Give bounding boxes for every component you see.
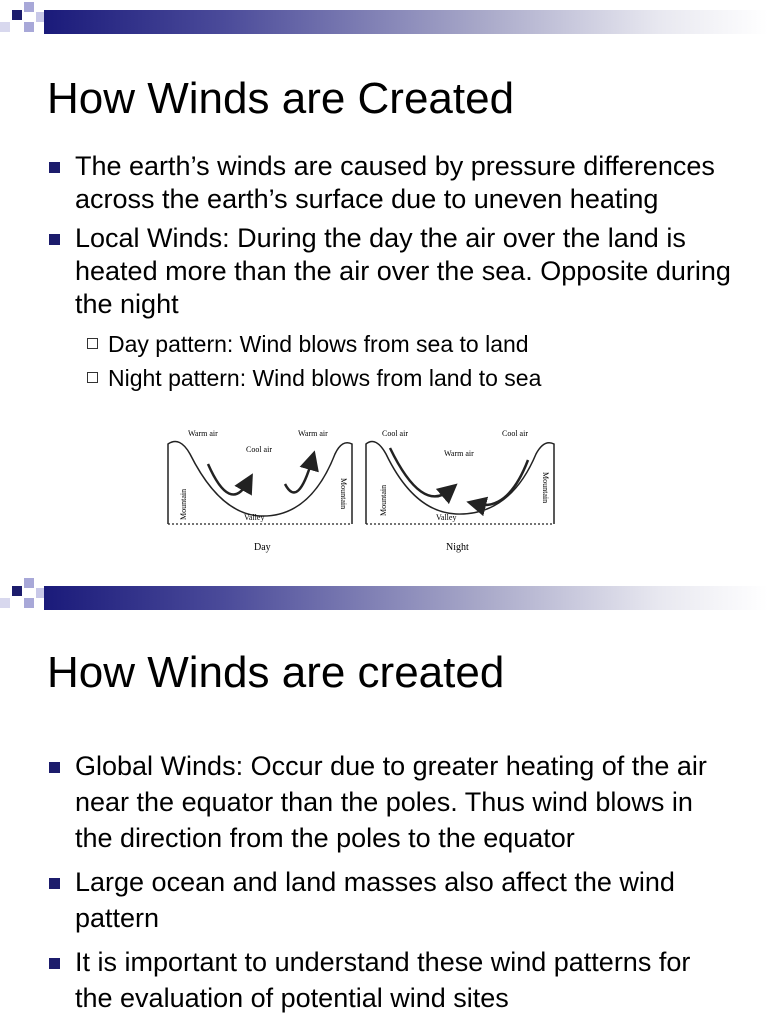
- label-mountain-right: Mountain: [339, 478, 348, 510]
- sub-bullet-text: Night pattern: Wind blows from land to sea: [108, 365, 542, 391]
- slide-header-bar: [0, 0, 768, 40]
- bullet-list: [46, 748, 732, 1024]
- bullet-text: Local Winds: During the day the air over the land is heated more than the air over the sea. Opposite during the night: [75, 223, 731, 319]
- square-bullet-icon: [49, 162, 60, 173]
- bullet-item: [46, 150, 732, 216]
- bullet-item: [46, 748, 732, 856]
- bullet-text: Global Winds: Occur due to greater heating of the air near the equator than the poles. Thus wind blows in the direction from the poles to the equator: [75, 751, 707, 853]
- wind-pattern-diagram: [160, 424, 560, 560]
- header-gradient-bar: [44, 10, 768, 34]
- bullet-text: It is important to understand these wind patterns for the evaluation of potential wind sites: [75, 947, 691, 1013]
- square-bullet-icon: [49, 234, 60, 245]
- bullet-list: [46, 150, 732, 395]
- square-bullet-icon: [49, 958, 60, 969]
- label-cool-air-right: Cool air: [502, 429, 528, 438]
- bullet-text: The earth’s winds are caused by pressure differences across the earth’s surface due to uneven heating: [75, 151, 715, 214]
- label-warm-air-right: Warm air: [298, 429, 328, 438]
- slide-title: How Winds are Created: [47, 74, 515, 123]
- square-bullet-icon: [49, 762, 60, 773]
- label-valley: Valley: [436, 513, 457, 522]
- slide-2: [0, 576, 768, 1024]
- square-bullet-icon: [49, 878, 60, 889]
- hollow-square-bullet-icon: [87, 372, 98, 383]
- label-warm-air: Warm air: [188, 429, 218, 438]
- label-mountain-right: Mountain: [541, 472, 550, 504]
- bullet-item: [46, 222, 732, 321]
- night-panel: [366, 429, 554, 553]
- sub-bullet-item: [46, 327, 732, 361]
- bullet-text: Large ocean and land masses also affect the wind pattern: [75, 867, 675, 933]
- sub-bullet-item: [46, 361, 732, 395]
- bullet-item: [46, 864, 732, 936]
- header-gradient-bar: [44, 586, 768, 610]
- label-mountain-left: Mountain: [379, 484, 388, 516]
- caption-day: Day: [254, 542, 271, 553]
- label-cool-air-left: Cool air: [382, 429, 408, 438]
- day-panel: [168, 429, 352, 553]
- caption-night: Night: [446, 542, 469, 553]
- sub-bullet-text: Day pattern: Wind blows from sea to land: [108, 331, 529, 357]
- bullet-item: [46, 944, 732, 1016]
- label-cool-air: Cool air: [246, 445, 272, 454]
- label-warm-air: Warm air: [444, 449, 474, 458]
- label-mountain-left: Mountain: [179, 488, 188, 520]
- slide-title: How Winds are created: [47, 648, 505, 697]
- hollow-square-bullet-icon: [87, 338, 98, 349]
- label-valley: Valley: [244, 513, 265, 522]
- slide-header-bar: [0, 576, 768, 616]
